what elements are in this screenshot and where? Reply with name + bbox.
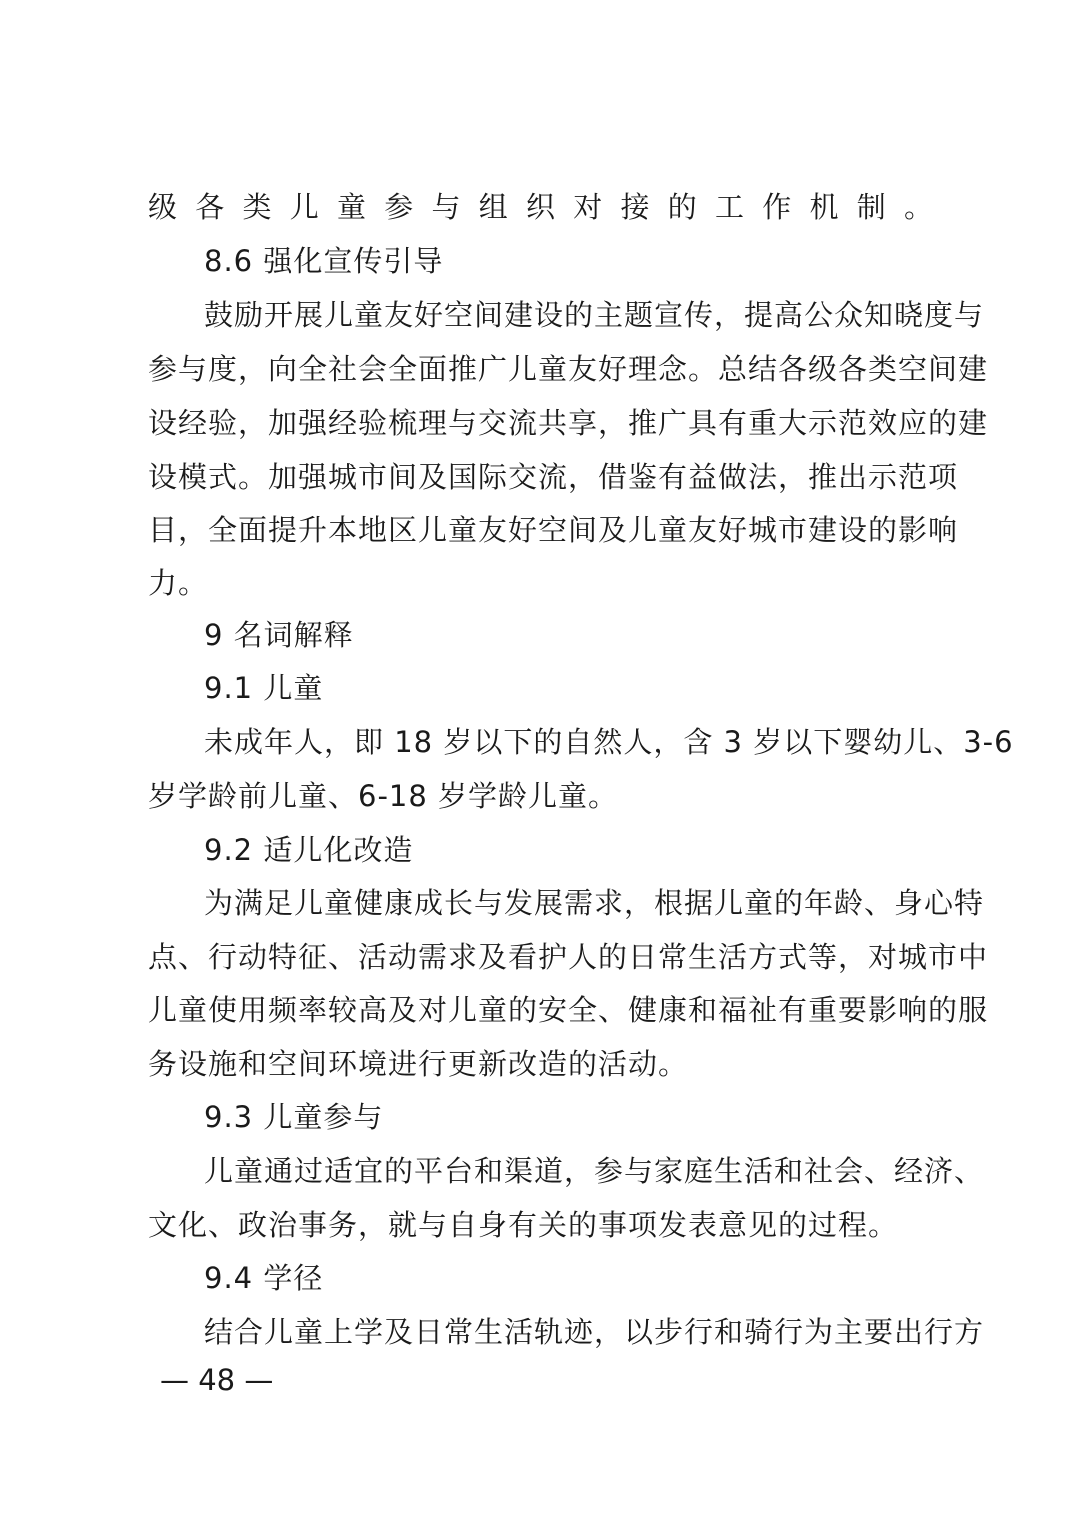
section-8-6-paragraph-line: 力。 xyxy=(148,566,209,600)
section-9-2-paragraph-line: 儿童使用频率较高及对儿童的安全、健康和福祉有重要影响的服 xyxy=(148,993,989,1027)
section-9-3-paragraph-line: 文化、政治事务，就与自身有关的事项发表意见的过程。 xyxy=(148,1208,899,1242)
section-9-2-paragraph-line: 为满足儿童健康成长与发展需求，根据儿童的年龄、身心特 xyxy=(204,886,985,920)
section-8-6-paragraph-line: 设经验，加强经验梳理与交流共享，推广具有重大示范效应的建 xyxy=(148,406,989,440)
section-9-2-paragraph-line: 点、行动特征、活动需求及看护人的日常生活方式等，对城市中 xyxy=(148,940,989,974)
section-9-2-heading: 9.2 适儿化改造 xyxy=(204,833,414,867)
section-9-3-paragraph-line: 儿童通过适宜的平台和渠道，参与家庭生活和社会、经济、 xyxy=(204,1154,985,1188)
section-9-heading: 9 名词解释 xyxy=(204,618,354,652)
carry-over-paragraph-line: 级各类儿童参与组织对接的工作机制。 xyxy=(148,190,934,224)
section-8-6-paragraph-line: 目，全面提升本地区儿童友好空间及儿童友好城市建设的影响 xyxy=(148,513,959,547)
section-9-1-paragraph-line: 未成年人，即 18 岁以下的自然人，含 3 岁以下婴幼儿、3-6 xyxy=(204,725,1014,759)
section-9-3-heading: 9.3 儿童参与 xyxy=(204,1100,384,1134)
section-9-2-paragraph-line: 务设施和空间环境进行更新改造的活动。 xyxy=(148,1047,689,1081)
section-8-6-paragraph-line: 设模式。加强城市间及国际交流，借鉴有益做法，推出示范项 xyxy=(148,460,959,494)
section-9-4-paragraph-line: 结合儿童上学及日常生活轨迹，以步行和骑行为主要出行方 xyxy=(204,1315,985,1349)
section-8-6-heading: 8.6 强化宣传引导 xyxy=(204,244,444,278)
page-number: — 48 — xyxy=(160,1363,274,1397)
section-9-4-heading: 9.4 学径 xyxy=(204,1261,324,1295)
section-8-6-paragraph-line: 参与度，向全社会全面推广儿童友好理念。总结各级各类空间建 xyxy=(148,352,989,386)
section-9-1-paragraph-line: 岁学龄前儿童、6-18 岁学龄儿童。 xyxy=(148,779,619,813)
section-9-1-heading: 9.1 儿童 xyxy=(204,671,324,705)
section-8-6-paragraph-line: 鼓励开展儿童友好空间建设的主题宣传，提高公众知晓度与 xyxy=(204,298,985,332)
